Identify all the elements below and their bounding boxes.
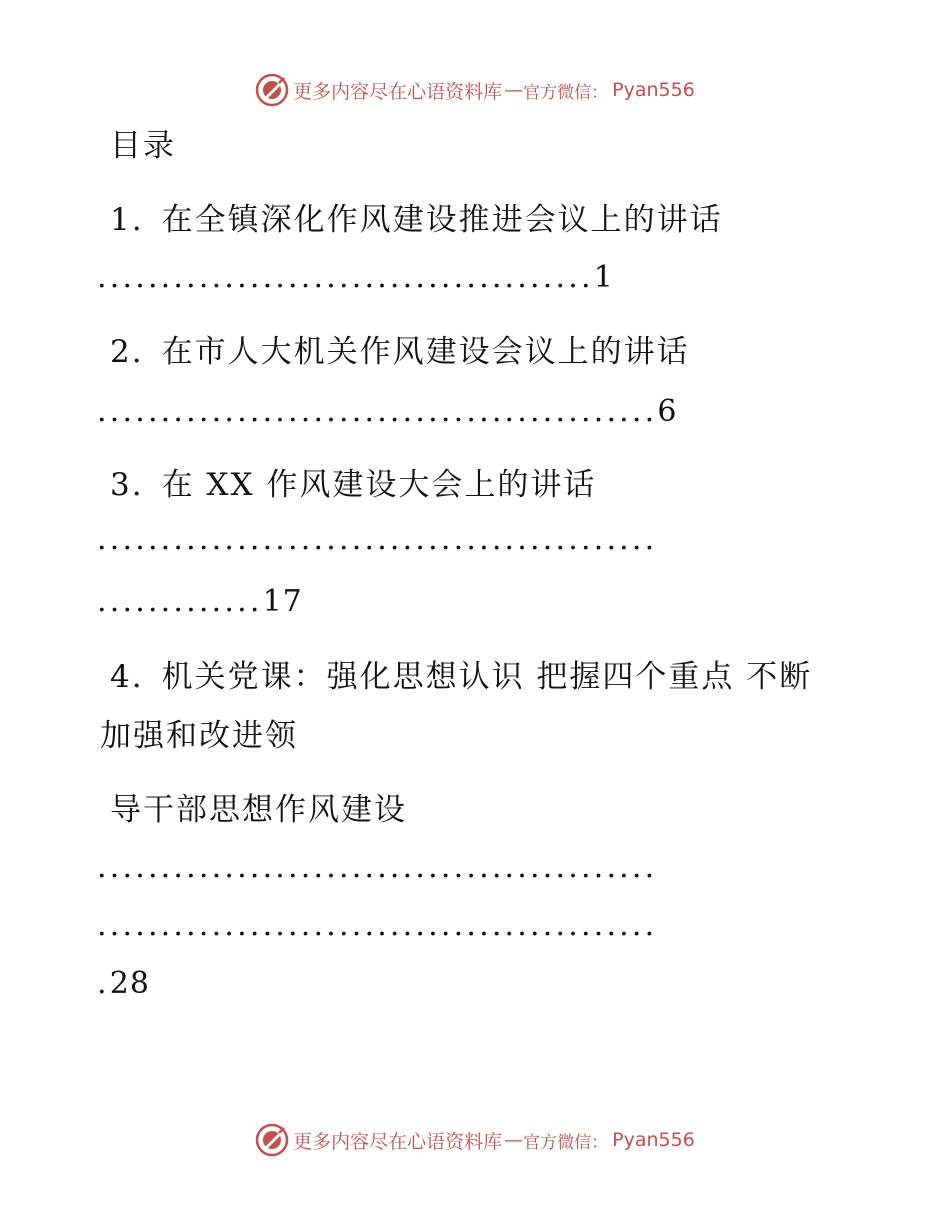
entry-title: 在 XX 作风建设大会上的讲话 (161, 467, 597, 503)
toc-entry-3[interactable] (110, 465, 596, 505)
toc-leader-3b (97, 582, 303, 622)
pen-nib-logo-icon (255, 1123, 289, 1157)
watermark-wechat-id: Pyan556 (612, 79, 695, 101)
entry-number: 4. (110, 659, 144, 695)
entry-number: 3. (110, 467, 144, 503)
entry-number: 1. (110, 202, 144, 238)
leader-dots: ............. (97, 584, 263, 619)
entry-title: 在全镇深化作风建设推进会议上的讲话 (161, 202, 723, 238)
watermark-wechat-id: Pyan556 (612, 1129, 695, 1151)
leader-dots: ....................................... (97, 260, 594, 295)
toc-leader-1 (97, 258, 614, 298)
footer-watermark (0, 1122, 950, 1158)
leader-dots: . (97, 966, 110, 1001)
watermark-separator: — (504, 1129, 522, 1151)
watermark-site-text: 更多内容尽在心语资料库 (293, 1130, 503, 1153)
toc-entry-4-line-2: 加强和改进领 (100, 718, 298, 754)
entry-title: 在市人大机关作风建设会议上的讲话 (161, 334, 690, 370)
toc-leader-4c (97, 964, 150, 1004)
pen-nib-logo-icon (255, 73, 289, 107)
page-number: 28 (109, 966, 150, 1001)
watermark-official-text: 官方微信： (523, 82, 609, 103)
toc-entry-1[interactable] (110, 200, 723, 240)
watermark-separator: — (504, 79, 522, 101)
leader-dots: ............................................ (97, 522, 658, 557)
toc-title: 目录 (110, 128, 176, 164)
entry-number: 2. (110, 334, 144, 370)
watermark-official-text: 官方微信： (523, 1132, 609, 1153)
toc-leader-4b (97, 906, 657, 946)
leader-dots: ............................................ (97, 394, 658, 429)
toc-entry-4[interactable] (110, 657, 812, 697)
page-number: 1 (593, 260, 614, 295)
leader-dots: ............................................ (97, 908, 658, 943)
page-number: 6 (657, 394, 678, 429)
toc-leader-3a (97, 520, 657, 560)
toc-entry-4-line-3: 导干部思想作风建设 (110, 792, 407, 828)
header-watermark (0, 72, 950, 108)
watermark-site-text: 更多内容尽在心语资料库 (293, 80, 503, 103)
leader-dots: ............................................ (97, 850, 658, 885)
toc-leader-4a (97, 848, 657, 888)
toc-entry-2[interactable] (110, 332, 690, 372)
page-number: 17 (262, 584, 303, 619)
toc-leader-2 (97, 392, 677, 432)
entry-title-line-1: 机关党课：强化思想认识 把握四个重点 不断 (161, 659, 813, 695)
